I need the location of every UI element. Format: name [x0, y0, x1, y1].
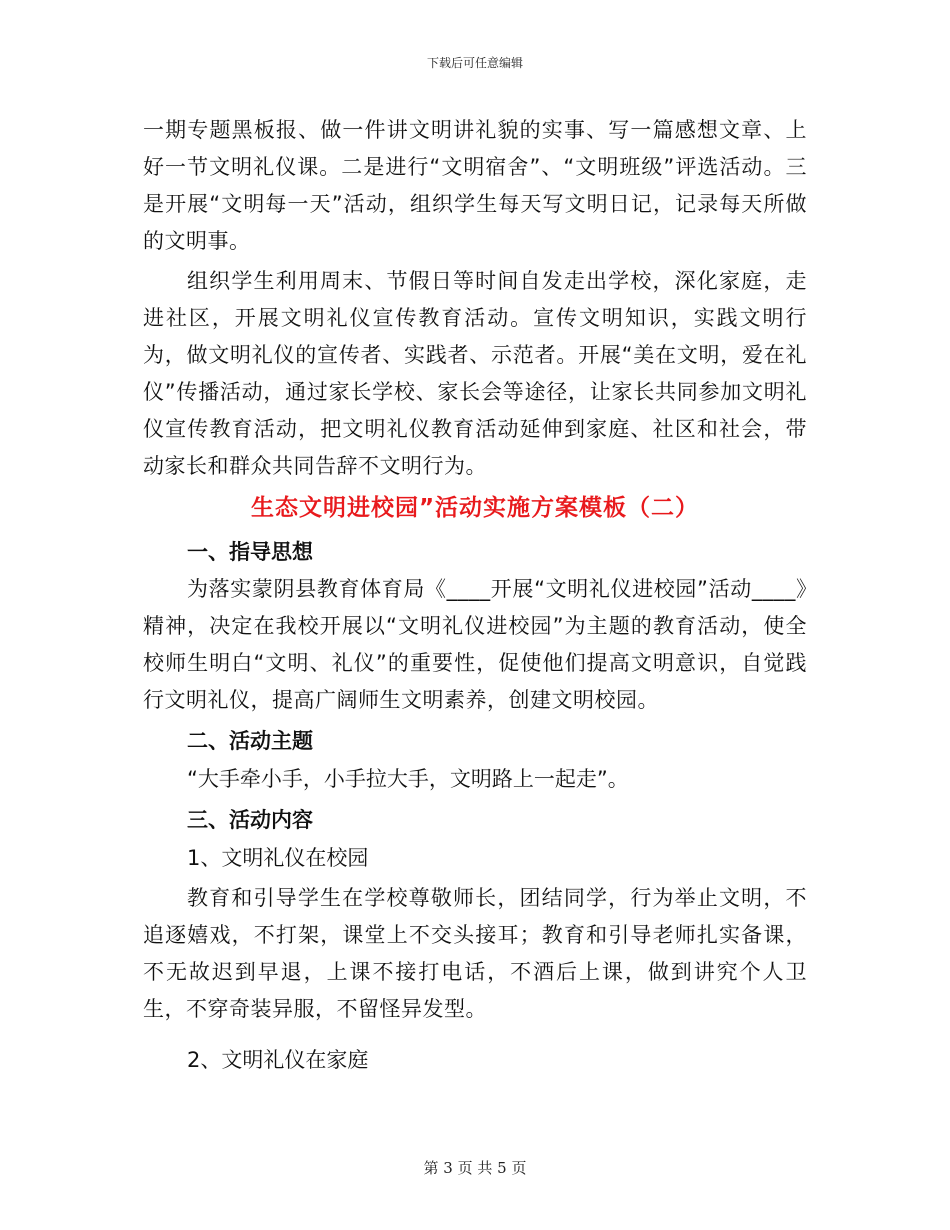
document-body [143, 112, 807, 1082]
paragraph-continuation: 一期专题黑板报、做一件讲文明讲礼貌的实事、写一篇感想文章、上好一节文明礼仪课。二是进行“文明宿舍”、“文明班级”评选活动。三是开展“文明每一天”活动，组织学生每天写文明日记，记录每天所做的文明事。 [143, 118, 807, 253]
section-title: 生态文明进校园”活动实施方案模板（二） [250, 495, 700, 521]
paragraph-campus: 教育和引导学生在学校尊敬师长，团结同学，行为举止文明，不追逐嬉戏，不打架，课堂上不交头接耳；教育和引导老师扎实备课，不无故迟到早退，上课不接打电话，不酒后上课，做到讲究个人卫生，不穿奇装异服，不留怪异发型。 [143, 886, 807, 1021]
activity-theme-text: “大手牵小手，小手拉大手，文明路上一起走”。 [187, 767, 629, 791]
paragraph-community: 组织学生利用周末、节假日等时间自发走出学校，深化家庭，走进社区，开展文明礼仪宣传教育活动。宣传文明知识，实践文明行为，做文明礼仪的宣传者、实践者、示范者。开展“美在文明，爱在礼仪”传播活动，通过家长学校、家长会等途径，让家长共同参加文明礼仪宣传教育活动，把文明礼仪教育活动延伸到家庭、社区和社会，带动家长和群众共同告辞不文明行为。 [143, 269, 807, 478]
page-number: 第 3 页 共 5 页 [423, 1159, 527, 1177]
heading-activity-theme: 二、活动主题 [187, 729, 313, 753]
heading-activity-content: 三、活动内容 [187, 808, 313, 832]
subheading-family: 2、文明礼仪在家庭 [187, 1048, 369, 1072]
spacer [143, 1031, 807, 1041]
header-note: 下载后可任意编辑 [426, 56, 523, 70]
paragraph-guiding-ideology: 为落实蒙阴县教育体育局《____开展“文明礼仪进校园”活动____》精神，决定在我校开展以“文明礼仪进校园”为主题的教育活动，使全校师生明白“文明、礼仪”的重要性，促使他们提高文明意识，自觉践行文明礼仪，提高广阔师生文明素养，创建文明校园。 [143, 577, 807, 712]
subheading-campus: 1、文明礼仪在校园 [187, 846, 369, 870]
heading-guiding-ideology: 一、指导思想 [187, 540, 313, 564]
